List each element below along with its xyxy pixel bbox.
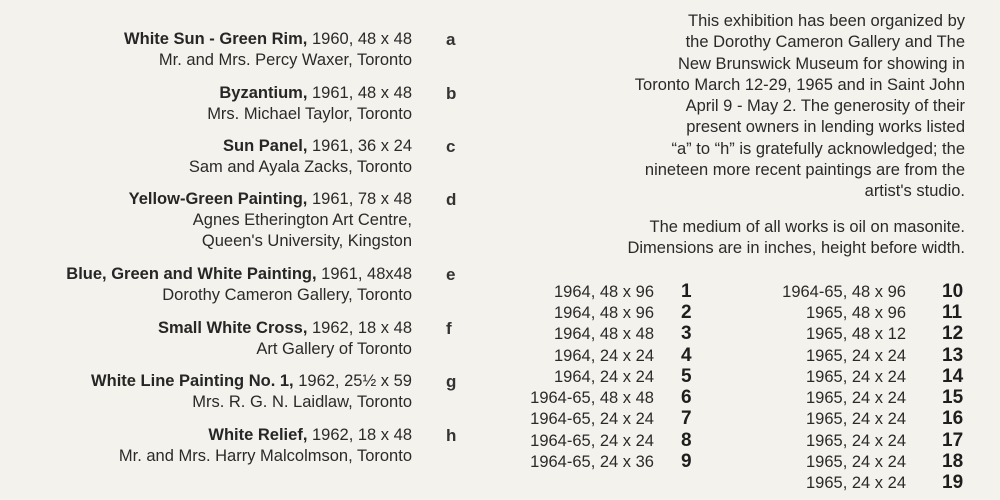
work-owner: Mr. and Mrs. Percy Waxer, Toronto [158, 51, 412, 69]
work-details: 1962, 18 x 48 [307, 426, 412, 444]
work-details: 1961, 48 x 48 [307, 84, 412, 102]
studio-work-number: 11 [942, 302, 963, 323]
lent-work-entry [0, 29, 456, 71]
studio-work-details: 1964-65, 48 x 96 [782, 283, 906, 301]
work-title: White Sun - Green Rim, [124, 30, 308, 48]
work-letter: a [446, 30, 456, 49]
studio-work-number: 6 [681, 387, 692, 408]
work-letter: d [446, 190, 457, 209]
medium-line: Dimensions are in inches, height before width. [627, 239, 965, 258]
studio-work-number: 14 [942, 366, 964, 387]
lent-work-entry [0, 136, 456, 178]
work-title: Byzantium, [219, 84, 308, 102]
work-owner: Mr. and Mrs. Harry Malcolmson, Toronto [118, 447, 412, 465]
studio-work-number: 9 [681, 451, 692, 472]
lent-work-entry [0, 371, 457, 413]
work-details: 1961, 48x48 [316, 265, 412, 283]
work-owner: Art Gallery of Toronto [256, 340, 412, 358]
studio-work-number: 19 [942, 472, 964, 493]
work-owner-line-2: Queen's University, Kingston [201, 232, 412, 250]
studio-work-number: 7 [681, 408, 692, 429]
studio-work-number: 12 [942, 323, 964, 344]
studio-work-details: 1965, 24 x 24 [806, 347, 906, 365]
work-title: Blue, Green and White Painting, [66, 265, 317, 283]
studio-work-number: 13 [942, 345, 964, 366]
work-title: White Line Painting No. 1, [91, 372, 294, 390]
work-title: Yellow-Green Painting, [128, 190, 308, 208]
lent-work-entry [0, 83, 457, 125]
studio-work-details: 1965, 24 x 24 [806, 410, 906, 428]
studio-work-number: 15 [942, 387, 964, 408]
intro-line: artist's studio. [864, 182, 965, 201]
intro-line: April 9 - May 2. The generosity of their [685, 97, 965, 116]
studio-work-details: 1964, 48 x 48 [554, 325, 654, 343]
work-owner: Sam and Ayala Zacks, Toronto [188, 158, 412, 176]
studio-work-number: 16 [942, 408, 964, 429]
work-owner: Mrs. R. G. N. Laidlaw, Toronto [192, 393, 412, 411]
lent-work-entry [0, 264, 456, 306]
work-letter: f [446, 319, 452, 338]
work-owner: Agnes Etherington Art Centre, [192, 211, 412, 229]
studio-work-number: 18 [942, 451, 964, 472]
studio-work-number: 17 [942, 430, 964, 451]
lent-work-entry [0, 189, 457, 252]
intro-line: New Brunswick Museum for showing in [677, 54, 965, 73]
work-letter: h [446, 426, 457, 445]
lent-work-entry [0, 425, 457, 467]
intro-line: nineteen more recent paintings are from the [644, 161, 965, 180]
work-details: 1961, 78 x 48 [307, 190, 412, 208]
studio-work-details: 1964, 48 x 96 [554, 283, 654, 301]
studio-work-number: 1 [681, 281, 692, 302]
studio-work-details: 1965, 24 x 24 [806, 432, 906, 450]
studio-work-number: 3 [681, 323, 692, 344]
work-letter: g [446, 372, 457, 391]
medium-line: The medium of all works is oil on masonite. [649, 218, 965, 236]
intro-line: “a” to “h” is gratefully acknowledged; the [671, 139, 965, 158]
studio-work-details: 1965, 48 x 12 [806, 325, 906, 343]
work-title: White Relief, [208, 426, 308, 444]
studio-work-details: 1964, 24 x 24 [554, 368, 654, 386]
studio-work-details: 1964-65, 24 x 36 [530, 453, 654, 471]
studio-work-number: 10 [942, 281, 964, 302]
work-letter: c [446, 137, 456, 156]
studio-work-details: 1964, 24 x 24 [554, 347, 654, 365]
studio-work-details: 1964-65, 48 x 48 [530, 389, 654, 407]
work-details: 1962, 25½ x 59 [293, 372, 412, 390]
medium-note [560, 217, 965, 260]
studio-work-number: 2 [681, 302, 692, 323]
studio-work-number: 4 [681, 345, 692, 366]
studio-work-details: 1964-65, 24 x 24 [530, 410, 654, 428]
work-details: 1962, 18 x 48 [307, 319, 412, 337]
studio-work-details: 1964-65, 24 x 24 [530, 432, 654, 450]
work-details: 1961, 36 x 24 [307, 137, 412, 155]
work-title: Sun Panel, [223, 137, 308, 155]
work-letter: e [446, 265, 456, 284]
work-title: Small White Cross, [157, 319, 308, 337]
studio-work-details: 1965, 24 x 24 [806, 453, 906, 471]
studio-work-number: 8 [681, 430, 692, 451]
work-details: 1960, 48 x 48 [307, 30, 412, 48]
studio-work-details: 1965, 24 x 24 [806, 389, 906, 407]
studio-work-number: 5 [681, 366, 692, 387]
intro-line: present owners in lending works listed [686, 118, 965, 137]
studio-work-details: 1964, 48 x 96 [554, 304, 654, 322]
intro-line: This exhibition has been organized by [687, 12, 965, 30]
lent-work-entry [0, 318, 452, 360]
intro-line: the Dorothy Cameron Gallery and The [685, 33, 965, 52]
work-owner: Mrs. Michael Taylor, Toronto [207, 105, 412, 123]
work-owner: Dorothy Cameron Gallery, Toronto [162, 286, 412, 304]
studio-work-details: 1965, 24 x 24 [806, 474, 906, 492]
exhibition-intro-paragraph [560, 11, 965, 203]
intro-line: Toronto March 12-29, 1965 and in Saint John [634, 75, 965, 94]
studio-work-details: 1965, 48 x 96 [806, 304, 906, 322]
studio-work-details: 1965, 24 x 24 [806, 368, 906, 386]
work-letter: b [446, 84, 457, 103]
